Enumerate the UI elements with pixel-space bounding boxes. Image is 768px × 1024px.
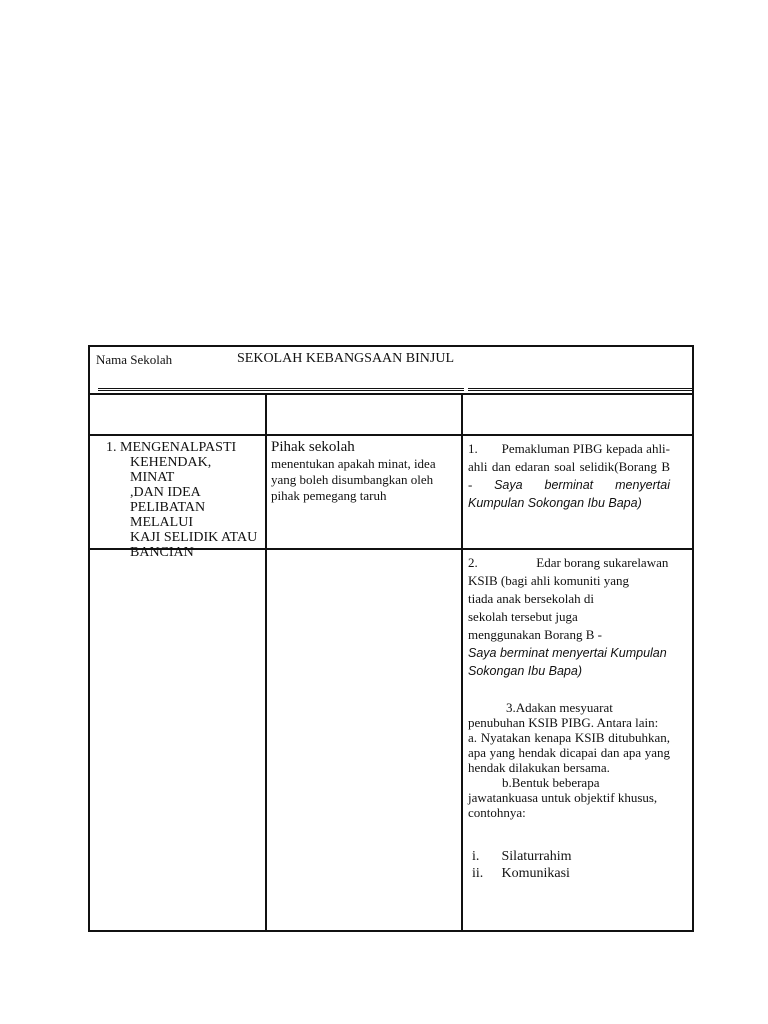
action-1-number: 1. [468,441,478,456]
list-item-number: i. [472,849,480,864]
stakeholder-text: menentukan apakah minat, idea yang boleh disumbangkan oleh pihak pemegang taruh [271,456,436,503]
activity-number: 1. [106,440,117,455]
action-1-body: Pemakluman PIBG kepada ahli-ahli dan edaran soal selidik(Borang B - [468,441,670,492]
list-item-label: Komunikasi [501,866,570,881]
meeting-item-b-text: jawatankuasa untuk objektif khusus, contohnya: [468,790,658,820]
meeting-block [468,700,670,820]
action-2-line-5: menggunakan Borang B - [468,627,602,642]
underline-left [98,388,464,389]
table-row-step2 [90,550,692,930]
action-2-block [468,554,670,680]
action-cell-2 [468,554,670,882]
activity-line-2: KEHENDAK, [130,455,212,470]
action-2-number: 2. [468,555,478,570]
stakeholder-cell [271,439,457,504]
list-item [472,848,670,865]
activity-line-1: MENGENALPASTI [120,440,237,455]
blank-column-header-row [90,395,692,436]
meeting-number: 3.Adakan mesyuarat [506,700,613,715]
meeting-item-a: a. Nyatakan kenapa KSIB ditubuhkan, apa yang hendak dicapai dan apa yang hendak dilakukan bersama. [468,730,670,775]
planning-table [88,345,694,932]
activity-title [106,440,262,560]
action-1-italic: Saya berminat menyertai Kumpulan Sokongan Ibu Bapa) [468,478,670,510]
activity-line-3: MINAT [130,470,175,485]
activity-cell [96,440,262,560]
school-name: SEKOLAH KEBANGSAAN BINJUL [237,351,454,366]
activity-line-7: BANCIAN [130,545,194,560]
underline-right [468,388,692,389]
action-2-italic: Saya berminat menyertai Kumpulan Sokongan Ibu Bapa) [468,646,667,678]
action-2-line-4: sekolah tersebut juga [468,609,578,624]
activity-line-4: ,DAN IDEA [130,485,201,500]
action-1-text [468,440,670,512]
list-item-number: ii. [472,866,484,881]
school-header-row [90,347,692,395]
stakeholder-title: Pihak sekolah [271,439,355,455]
meeting-text: penubuhan KSIB PIBG. Antara lain: [468,715,659,730]
underline-right-double [468,390,692,391]
list-item-label: Silaturrahim [501,849,572,864]
meeting-item-b-head: b.Bentuk beberapa [502,775,600,790]
school-label: Nama Sekolah [96,352,173,367]
activity-line-5: PELIBATAN MELALUI [130,500,206,530]
committee-list [468,848,670,882]
action-cell-1 [468,440,670,512]
action-2-line-3: tiada anak bersekolah di [468,591,594,606]
underline-left-double [98,390,464,391]
action-2-line-1: Edar borang sukarelawan [536,555,669,570]
list-item [472,865,670,882]
action-2-line-2: KSIB (bagi ahli komuniti yang [468,573,630,588]
table-row-step1 [90,436,692,560]
activity-line-6: KAJI SELIDIK ATAU [130,530,258,545]
